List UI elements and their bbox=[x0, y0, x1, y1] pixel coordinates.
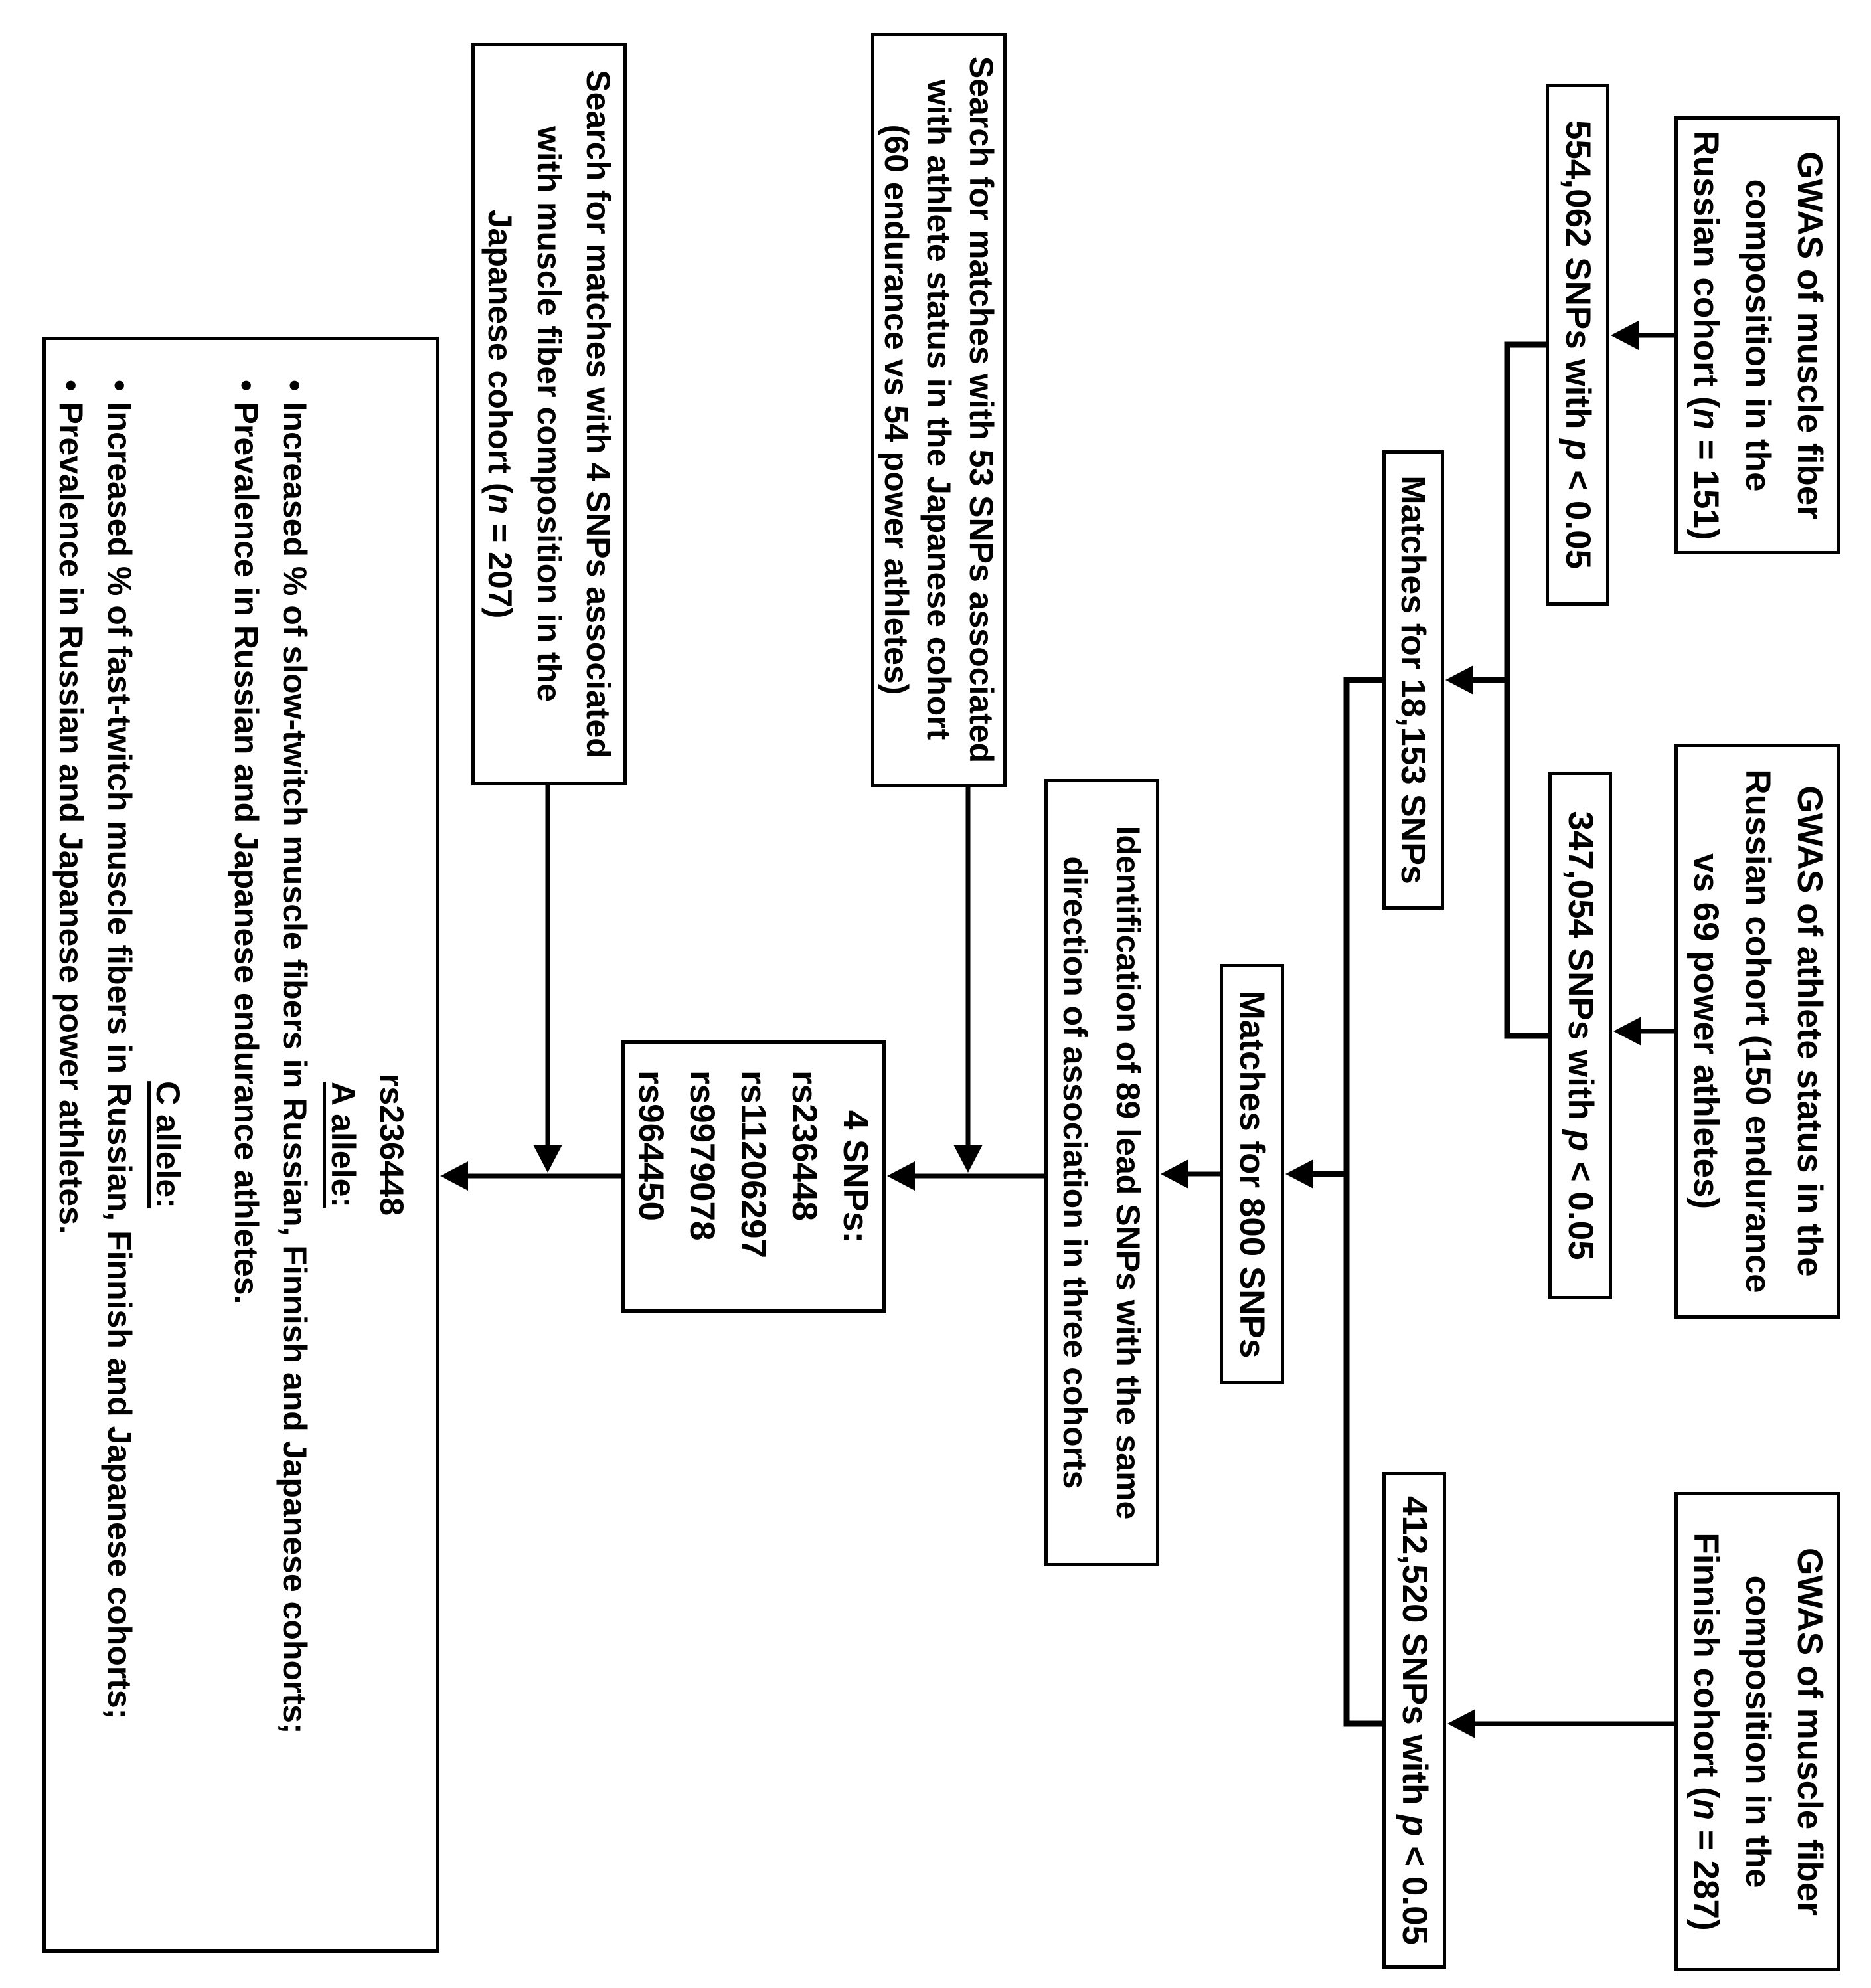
text-line: composition in the bbox=[1738, 1575, 1777, 1888]
arrowhead-icon bbox=[1285, 1159, 1313, 1189]
node-snps-347054 bbox=[1548, 772, 1612, 1299]
node-search-53-snps-japanese-athlete-status bbox=[871, 33, 1007, 787]
text-line: GWAS of muscle fiber bbox=[1790, 151, 1829, 519]
bullet-icon: • bbox=[276, 380, 313, 392]
text-line: rs236448 bbox=[785, 1070, 825, 1221]
text-line: composition in the bbox=[1738, 179, 1777, 492]
text-line: Finnish cohort (n = 287) bbox=[1686, 1532, 1726, 1931]
text-line: GWAS of muscle fiber bbox=[1790, 1548, 1829, 1916]
arrowhead-icon bbox=[1447, 1709, 1475, 1738]
bullet-icon: • bbox=[228, 380, 265, 392]
text-line: 554,062 SNPs with p < 0.05 bbox=[1558, 120, 1597, 570]
bullet-icon: • bbox=[52, 380, 90, 392]
node-snps-412520 bbox=[1382, 1472, 1446, 1969]
text-line: rs11206297 bbox=[734, 1070, 773, 1258]
text-line: Japanese cohort (n = 207) bbox=[481, 209, 519, 619]
merge-bracket-800 bbox=[1311, 680, 1384, 1724]
text-line: Russian cohort (150 endurance bbox=[1738, 769, 1777, 1293]
text-line: Identification of 89 lead SNPs with the same bbox=[1109, 825, 1147, 1520]
node-4-snps-list bbox=[621, 1040, 886, 1313]
text-line: rs236448 bbox=[373, 1073, 410, 1216]
text-line: 347,054 SNPs with p < 0.05 bbox=[1561, 811, 1600, 1260]
bullet-icon: • bbox=[101, 380, 138, 392]
text-line: 412,520 SNPs with p < 0.05 bbox=[1395, 1495, 1434, 1946]
arrowhead-icon bbox=[1445, 665, 1473, 695]
arrowhead-icon bbox=[953, 1145, 983, 1173]
text-line: Matches for 18,153 SNPs bbox=[1394, 475, 1433, 884]
text-line: GWAS of athlete status in the bbox=[1790, 786, 1829, 1277]
text-line: with athlete status in the Japanese cohort bbox=[920, 79, 957, 740]
text-line: •Prevalence in Russian and Japanese power athletes. bbox=[52, 380, 90, 1234]
text-line: vs 69 power athletes) bbox=[1686, 853, 1726, 1210]
text-line: rs9979078 bbox=[683, 1070, 722, 1241]
text-line: 4 SNPs: bbox=[836, 1110, 876, 1244]
text-line: direction of association in three cohorts bbox=[1056, 856, 1094, 1489]
node-gwas-russian-athlete-status bbox=[1674, 744, 1840, 1319]
arrowhead-icon bbox=[440, 1161, 468, 1191]
text-line: rs964450 bbox=[631, 1070, 671, 1221]
merge-bracket-18153 bbox=[1471, 345, 1550, 1036]
text-line: (60 endurance vs 54 power athletes) bbox=[878, 124, 915, 695]
node-gwas-russian-muscle-fiber bbox=[1674, 116, 1840, 554]
text-line: •Increased % of fast-twitch muscle fibers in Russian, Finnish and Japanese cohorts; bbox=[101, 380, 138, 1720]
text-line: •Increased % of slow-twitch muscle fibers in Russian, Finnish and Japanese cohorts; bbox=[276, 380, 313, 1734]
node-gwas-finnish-muscle-fiber bbox=[1674, 1492, 1840, 1971]
node-matches-18153 bbox=[1382, 450, 1444, 910]
node-identification-89-lead-snps bbox=[1044, 779, 1159, 1566]
arrowhead-icon bbox=[1161, 1159, 1188, 1189]
arrowhead-icon bbox=[1613, 1017, 1641, 1046]
arrowhead-icon bbox=[887, 1161, 915, 1191]
node-snps-554062 bbox=[1546, 84, 1609, 606]
text-line: Search for matches with 53 SNPs associated bbox=[963, 56, 1000, 764]
text-line: Matches for 800 SNPs bbox=[1232, 990, 1272, 1359]
node-rs236448-results bbox=[42, 337, 439, 1953]
arrowhead-icon bbox=[1611, 321, 1639, 350]
text-line: Search for matches with 4 SNPs associated bbox=[580, 70, 617, 758]
arrowhead-icon bbox=[533, 1145, 562, 1173]
text-line: with muscle fiber composition in the bbox=[530, 126, 568, 702]
text-line: •Prevalence in Russian and Japanese endurance athletes. bbox=[228, 380, 265, 1305]
node-matches-800 bbox=[1220, 964, 1284, 1384]
text-line: A allele: bbox=[325, 1082, 362, 1208]
node-search-4-snps-japanese-muscle-fiber bbox=[471, 43, 627, 785]
text-line: Russian cohort (n = 151) bbox=[1686, 130, 1726, 540]
text-line: C allele: bbox=[149, 1081, 187, 1208]
spacer-line bbox=[192, 340, 222, 1949]
